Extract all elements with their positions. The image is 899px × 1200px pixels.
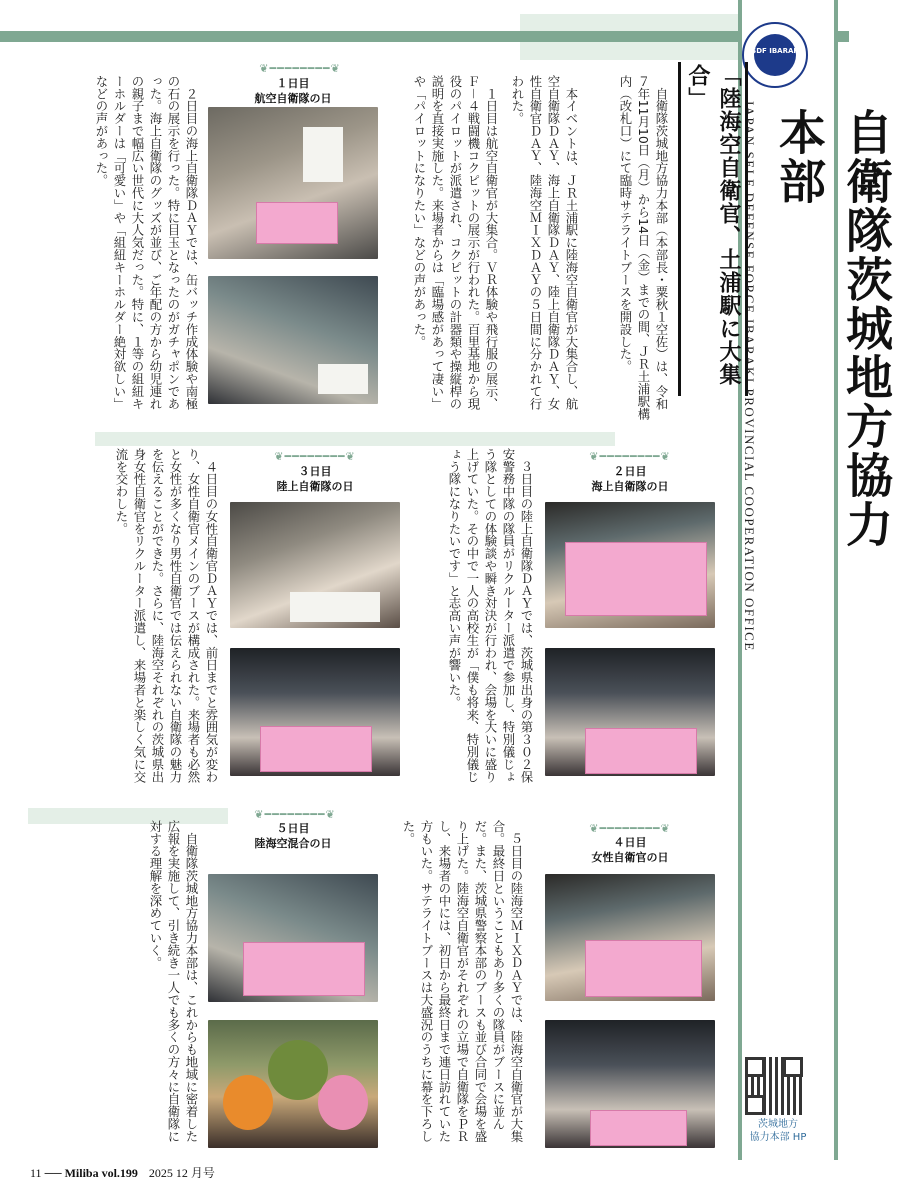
qr-caption	[738, 1118, 818, 1144]
photo3-caption: 陸上自衛隊の日	[276, 480, 354, 493]
page-title: 自衛隊茨城地方協力本部	[771, 108, 893, 549]
issue-label: 2025 12 月号	[148, 1166, 215, 1180]
logo-emblem-icon	[754, 34, 796, 76]
hp-qr-code[interactable]	[745, 1057, 803, 1115]
footer-rule: ──	[44, 1166, 65, 1180]
photo4-caption: 女性自衛官の日	[591, 851, 669, 864]
photo-day3-booth	[230, 502, 400, 628]
photo2-ornament: ❦━━━━━━━━❦	[589, 450, 671, 463]
photo3-ornament: ❦━━━━━━━━❦	[274, 450, 356, 463]
photo-day2-booth	[545, 502, 715, 628]
paragraph-4: ２日目の海上自衛隊ＤＡＹでは、缶バッチ作成体験や南極の石の展示を行った。特に目玉となったのがガチャポンであった。海上自衛隊のグッズが並び、ご年配の方から幼児連れの親子まで幅広い世代に大人気だった。特に、１等の組紐キーホルダーは「可愛い」や「組紐キーホルダー絶対欲しい」などの声があった。	[94, 75, 199, 410]
photo1-day: １日目	[276, 77, 310, 90]
page-footer	[30, 1164, 215, 1181]
qr-caption-line2: 協力本部 HP	[749, 1132, 807, 1143]
photo-day5-booth	[208, 874, 378, 1002]
photo1-caption: 航空自衛隊の日	[254, 92, 332, 105]
paragraph-8: 自衛隊茨城地方協力本部は、これからも地域に密着した広報を実施して、引き続き一人でも多くの方々に自衛隊に対する理解を深めていく。	[148, 820, 199, 1143]
jsdf-ibaraki-logo	[742, 22, 808, 88]
photo-day1-booth	[208, 107, 378, 259]
magazine-name: Miliba vol.199	[64, 1166, 138, 1180]
paragraph-5: ３日目の陸上自衛隊ＤＡＹでは、茨城県出身の第３０２保安警務中隊の隊員がリクルーター派遣で参加し、特別儀じょう隊としての体験談や瞬き対決が行われ、会場を大いに盛り上げていた。その中で一人の高校生が「僕も将来、特別儀じょう隊になりたいです」と志高い声が響いた。	[447, 448, 534, 783]
photo-day1-pilot	[208, 276, 378, 404]
paragraph-6: ４日目の女性自衛官ＤＡＹでは、前日までと雰囲気が変わり、女性自衛官メインのブースが構成された。来場者も必然と女性が多くなり男性自衛官では伝えられない自衛隊の魅力を伝えることができた。さらに、陸海空それぞれの茨城県出身女性自衛官をリクルーター派遣し、来場者と楽しく気に交流を交わした。	[114, 448, 219, 783]
page-number: 11	[30, 1166, 42, 1180]
paragraph-7: ５日目の陸海空ＭＩＸＤＡＹでは、陸海空自衛官が大集合。最終日ということもあり多くの隊員がブースに並んだ。また、茨城県警察本部のブースも並び合同で会場を盛り上げた。陸海空自衛官がそれぞれの立場で自衛隊をＰＲし、来場者の中には、初日から最終日まで連日訪れていた方もいた。サテライトブースは大盛況のうちに幕を下ろした。	[401, 820, 524, 1143]
page-title-english: JAPAN SELF DEFENSE FORCE IBARAKI PROVINCIAL COOPERATION OFFICE	[742, 100, 757, 652]
photo2-caption: 海上自衛隊の日	[591, 480, 669, 493]
qr-caption-line1: 茨城地方	[758, 1119, 798, 1130]
logo-label: JSDF IBARAKI	[748, 47, 802, 55]
photo-day2-visitors	[545, 648, 715, 776]
photo-mascots	[208, 1020, 378, 1148]
photo5-ornament: ❦━━━━━━━━❦	[254, 808, 336, 821]
photo4-ornament: ❦━━━━━━━━❦	[589, 822, 671, 835]
article-headline: 「陸海空自衛官、土浦駅に大集合」	[678, 62, 748, 396]
paragraph-2: 本イベントは、ＪＲ土浦駅に陸海空自衛官が大集合し、航空自衛隊ＤＡＹ、海上自衛隊ＤＡＹ、陸上自衛隊ＤＡＹ、女性自衛官ＤＡＹ、陸海空ＭＩＸＤＡＹの５日間に分かれて行われた。	[510, 75, 579, 410]
photo-day4-booth	[545, 874, 715, 1001]
paragraph-3: １日目は航空自衛官が大集合。ＶＲ体験や飛行服の展示、Ｆ－４戦闘機コクピットの展示が行われた。百里基地から現役のパイロットが派遣され、コクピットの計器類や操縦桿の説明を直接実施した。来場者からは「臨場感があって凄い」や「パイロットになりたい」などの声があった。	[412, 75, 499, 410]
photo4-day: ４日目	[613, 836, 647, 849]
photo1-ornament: ❦━━━━━━━━❦	[259, 62, 341, 75]
top-rule	[0, 31, 849, 42]
photo3-day: ３日目	[298, 465, 332, 478]
photo5-caption: 陸海空混合の日	[254, 837, 332, 850]
photo5-day: ５日目	[276, 822, 310, 835]
photo2-day: ２日目	[613, 465, 647, 478]
bg-band-mid	[95, 432, 615, 446]
paragraph-1: 自衛隊茨城地方協力本部（本部長・粟秋１空佐）は、令和７年11月10日（月）から14日（金）までの間、ＪＲ土浦駅構内（改札口）にて臨時サテライトブースを開設した。	[618, 75, 669, 420]
photo-day3-visitors	[230, 648, 400, 776]
photo-day4-visitors	[545, 1020, 715, 1148]
